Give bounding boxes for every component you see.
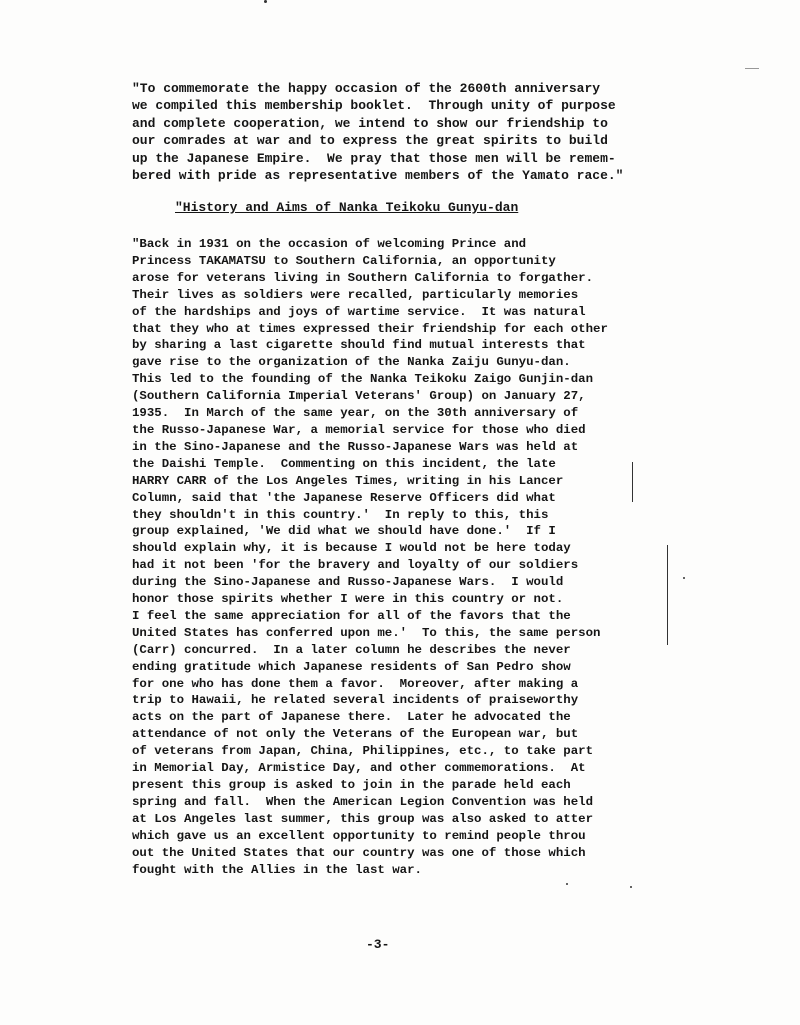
margin-bracket-mark: [632, 482, 633, 502]
body-line: (Southern California Imperial Veterans' Group) on January 27,: [132, 389, 586, 404]
scan-speck: [630, 886, 632, 888]
scan-speck: [264, 0, 267, 3]
body-line: of veterans from Japan, China, Philippines, etc., to take part: [132, 744, 594, 759]
body-line: out the United States that our country was one of those which: [132, 845, 586, 860]
intro-paragraph: [132, 80, 623, 184]
body-line: gave rise to the organization of the Nanka Zaiju Gunyu-dan.: [132, 355, 571, 370]
scan-speck: [566, 883, 568, 885]
body-line: at Los Angeles last summer, this group was also asked to atter: [132, 811, 594, 826]
body-line: honor those spirits whether I were in this country or not.: [132, 592, 564, 607]
margin-bracket-mark: [667, 545, 668, 645]
body-line: Column, said that 'the Japanese Reserve Officers did what: [132, 490, 556, 505]
intro-line: and complete cooperation, we intend to show our friendship to: [132, 115, 608, 131]
body-line: group explained, 'We did what we should have done.' If I: [132, 524, 556, 539]
body-line: fought with the Allies in the last war.: [132, 862, 422, 877]
scan-speck: [683, 577, 685, 579]
body-line: the Daishi Temple. Commenting on this incident, the late: [132, 456, 556, 471]
body-line: had it not been 'for the bravery and loyalty of our soldiers: [132, 558, 579, 573]
body-line: that they who at times expressed their friendship for each other: [132, 321, 608, 336]
scan-speck: [745, 68, 759, 69]
body-line: This led to the founding of the Nanka Teikoku Zaigo Gunjin-dan: [132, 372, 594, 387]
body-line: I feel the same appreciation for all of the favors that the: [132, 608, 571, 623]
body-line: by sharing a last cigarette should find mutual interests that: [132, 338, 586, 353]
intro-line: we compiled this membership booklet. Through unity of purpose: [132, 98, 616, 114]
body-line: which gave us an excellent opportunity to remind people throu: [132, 828, 586, 843]
body-line: Their lives as soldiers were recalled, particularly memories: [132, 287, 579, 302]
body-line: Princess TAKAMATSU to Southern California, an opportunity: [132, 253, 556, 268]
body-line: attendance of not only the Veterans of the European war, but: [132, 727, 579, 742]
body-line: trip to Hawaii, he related several incidents of praiseworthy: [132, 693, 579, 708]
body-line: (Carr) concurred. In a later column he describes the never: [132, 642, 571, 657]
body-line: "Back in 1931 on the occasion of welcoming Prince and: [132, 237, 527, 251]
body-line: spring and fall. When the American Legion Convention was held: [132, 794, 594, 809]
body-line: arose for veterans living in Southern California to forgather.: [132, 270, 594, 285]
section-heading: "History and Aims of Nanka Teikoku Gunyu-dan: [175, 200, 519, 215]
body-line: of the hardships and joys of wartime service. It was natural: [132, 304, 586, 319]
body-line: during the Sino-Japanese and Russo-Japanese Wars. I would: [132, 575, 564, 590]
body-line: for one who has done them a favor. Moreover, after making a: [132, 676, 579, 691]
body-line: 1935. In March of the same year, on the 30th anniversary of: [132, 406, 579, 421]
body-line: HARRY CARR of the Los Angeles Times, writing in his Lancer: [132, 473, 564, 488]
margin-bracket-mark: [632, 462, 633, 484]
body-line: acts on the part of Japanese there. Later he advocated the: [132, 710, 571, 725]
intro-line: our comrades at war and to express the great spirits to build: [132, 133, 608, 149]
body-line: present this group is asked to join in the parade held each: [132, 778, 571, 792]
intro-line: up the Japanese Empire. We pray that those men will be remem-: [132, 150, 616, 166]
body-line: United States has conferred upon me.' To this, the same person: [132, 625, 601, 640]
body-line: the Russo-Japanese War, a memorial service for those who died: [132, 422, 586, 437]
body-line: ending gratitude which Japanese residents of San Pedro show: [132, 659, 571, 674]
body-line: they shouldn't in this country.' In reply to this, this: [132, 507, 549, 522]
body-paragraph: [132, 236, 608, 878]
body-line: in Memorial Day, Armistice Day, and other commemorations. At: [132, 761, 586, 776]
body-line: in the Sino-Japanese and the Russo-Japanese Wars was held at: [132, 439, 579, 454]
body-line: should explain why, it is because I would not be here today: [132, 541, 571, 556]
intro-line: "To commemorate the happy occasion of the 2600th anniversary: [132, 81, 601, 96]
page-number: -3-: [366, 937, 390, 952]
intro-line: bered with pride as representative members of the Yamato race.": [132, 168, 624, 184]
